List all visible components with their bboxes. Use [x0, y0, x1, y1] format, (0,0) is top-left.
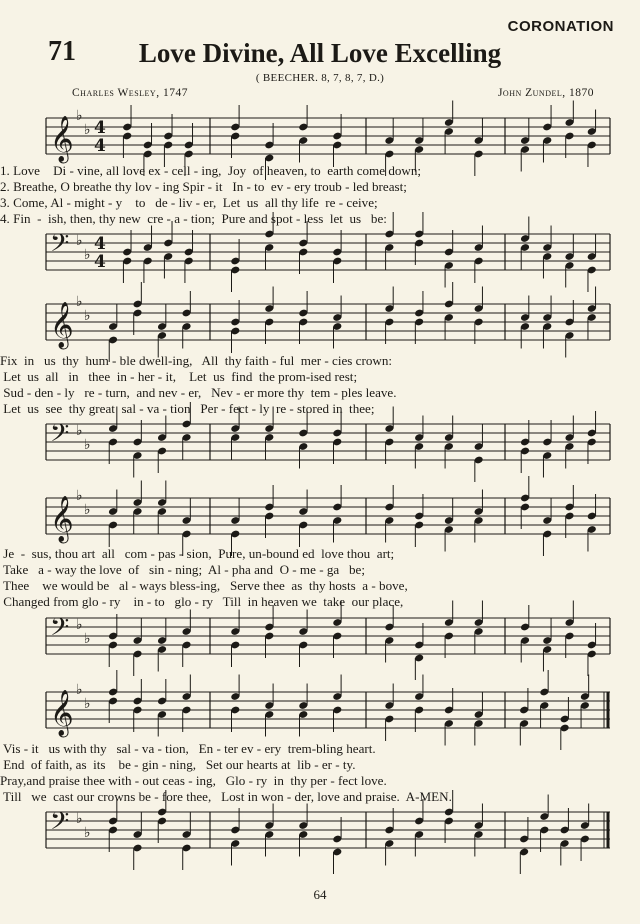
bass-staff: [0, 606, 640, 670]
lyric-line: Changed from glo - ry in - to glo - ry Till in heaven we take our place,: [0, 594, 404, 609]
lyric-line: Let us see thy great sal - va - tion Per - fect - ly re - stored in thee;: [0, 401, 375, 416]
treble-staff: [0, 680, 640, 744]
flat-icon: ♭: [76, 423, 83, 439]
bass-staff: [0, 222, 640, 286]
flat-icon: ♭: [76, 294, 83, 310]
flat-icon: ♭: [76, 233, 83, 249]
lyric-line: Thee we would be al - ways bless-ing, Serve thee as thy hosts a - bove,: [0, 578, 408, 593]
treble-clef-icon: 𝄞: [50, 116, 74, 162]
author-credit: Charles Wesley, 1747: [72, 87, 188, 99]
bass-clef-icon: 𝄢: [50, 419, 70, 454]
flat-icon: ♭: [84, 122, 91, 138]
flat-icon: ♭: [76, 617, 83, 633]
lyric-line: Fix in us thy hum - ble dwell-ing, All thy faith - ful mer - cies crown:: [0, 353, 393, 368]
time-signature: 4: [94, 136, 106, 156]
bass-clef-icon: 𝄢: [50, 807, 70, 842]
flat-icon: ♭: [76, 811, 83, 827]
flat-icon: ♭: [84, 308, 91, 324]
flat-icon: ♭: [84, 696, 91, 712]
bass-staff: [0, 412, 640, 476]
hymn-title: Love Divine, All Love Excelling: [138, 38, 502, 68]
section-tag: CORONATION: [507, 18, 614, 35]
treble-clef-icon: 𝄞: [50, 496, 74, 542]
lyric-line: Let us all in thee in - her - it, Let us find the prom-ised rest;: [0, 369, 358, 384]
time-signature: 4: [94, 118, 106, 138]
treble-clef-icon: 𝄞: [50, 302, 74, 348]
lyric-line: Je - sus, thou art all com - pas - sion, Pure, un-bound ed love thou art;: [0, 546, 395, 561]
tune-name: ( BEECHER. 8, 7, 8, 7, D.): [255, 72, 385, 84]
treble-staff: [0, 106, 640, 170]
lyric-line: 2. Breathe, O breathe thy lov - ing Spir - it In - to ev - ery troub - led breast;: [0, 179, 407, 194]
hymn-number: 71: [48, 36, 76, 67]
flat-icon: ♭: [76, 682, 83, 698]
bass-clef-icon: 𝄢: [50, 229, 70, 264]
lyric-line: 4. Fin - ish, then, thy new cre - a - tion; Pure and spot - less let us be:: [0, 211, 387, 226]
lyric-line: 3. Come, Al - might - y to de - liv - er, Let us all thy life re - ceive;: [0, 195, 378, 210]
flat-icon: ♭: [84, 247, 91, 263]
lyric-line: Sud - den - ly re - turn, and nev - er, Nev - er more thy tem - ples leave.: [0, 385, 397, 400]
flat-icon: ♭: [76, 108, 83, 124]
flat-icon: ♭: [84, 825, 91, 841]
treble-staff: [0, 292, 640, 356]
lyric-line: Pray,and praise thee with - out ceas - ing, Glo - ry in thy per - fect love.: [0, 773, 387, 788]
time-signature: 4: [94, 252, 106, 272]
flat-icon: ♭: [84, 437, 91, 453]
lyric-line: Vis - it us with thy sal - va - tion, En - ter ev - ery trem-bling heart.: [0, 741, 376, 756]
flat-icon: ♭: [84, 502, 91, 518]
treble-staff: [0, 486, 640, 550]
lyric-line: Till we cast our crowns be - fore thee, Lost in won - der, love and praise. A-MEN.: [0, 789, 452, 804]
bass-clef-icon: 𝄢: [50, 613, 70, 648]
flat-icon: ♭: [84, 631, 91, 647]
lyric-line: 1. Love Di - vine, all love ex - cell - ing, Joy of heaven, to earth come down;: [0, 163, 422, 178]
flat-icon: ♭: [76, 488, 83, 504]
page-number: 64: [313, 887, 327, 902]
time-signature: 4: [94, 234, 106, 254]
lyric-line: Take a - way the love of sin - ning; Al - pha and O - me - ga be;: [0, 562, 366, 577]
composer-credit: John Zundel, 1870: [497, 87, 594, 99]
lyric-line: End of faith, as its be - gin - ning, Set our hearts at lib - er - ty.: [0, 757, 356, 772]
bass-staff: [0, 800, 640, 864]
treble-clef-icon: 𝄞: [50, 690, 74, 736]
